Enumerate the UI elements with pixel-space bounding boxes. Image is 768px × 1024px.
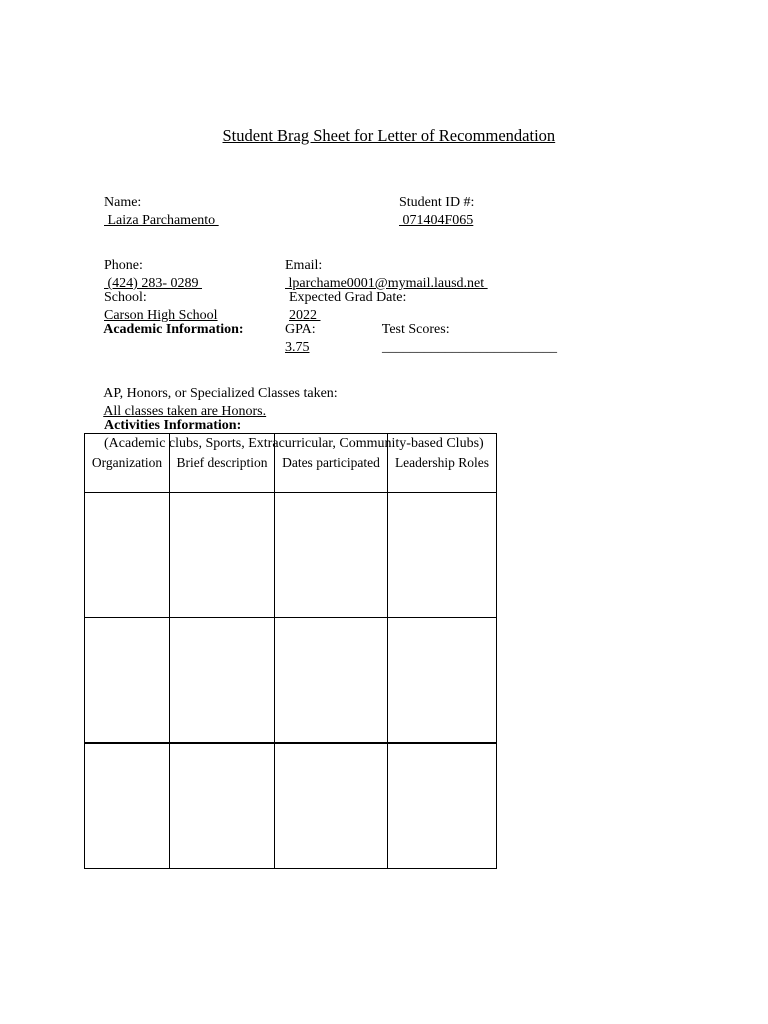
table-cell-leadership-roles[interactable] [388, 493, 497, 618]
table-cell-brief-description[interactable] [170, 493, 275, 618]
document-title [206, 109, 555, 163]
name-value: Laiza Parchamento [104, 213, 219, 228]
phone-value: (424) 283- 0289 [104, 276, 202, 291]
academic-information-text: Academic Information: [103, 322, 244, 337]
document-title-text: Student Brag Sheet for Letter of Recommendation [222, 126, 556, 145]
table-cell-dates-participated[interactable] [275, 493, 388, 618]
student-id-value: 071404F065 [399, 213, 474, 228]
activities-label: Activities Information: [104, 418, 242, 433]
email-value: lparchame0001@mymail.lausd.net [285, 276, 488, 291]
header-leadership-roles: Leadership Roles [388, 434, 497, 493]
table-row [85, 743, 497, 869]
gpa-value: 3.75 [285, 340, 310, 355]
table-row [85, 493, 497, 618]
ap-classes-value: All classes taken are Honors. [103, 404, 267, 419]
academic-information-label [90, 303, 244, 357]
student-id-label: Student ID #: [399, 195, 475, 210]
test-scores-label: Test Scores: [381, 322, 450, 337]
test-scores-row [368, 303, 557, 375]
gpa-label: GPA: [285, 322, 316, 337]
gpa-row [271, 303, 316, 375]
grad-date-label: Expected Grad Date: [289, 290, 407, 305]
table-header-row [85, 434, 497, 493]
table-row [85, 618, 497, 744]
table-cell-organization[interactable] [85, 618, 170, 744]
table-cell-leadership-roles[interactable] [388, 743, 497, 869]
table-cell-brief-description[interactable] [170, 743, 275, 869]
table-cell-dates-participated[interactable] [275, 743, 388, 869]
table-cell-organization[interactable] [85, 743, 170, 869]
ap-classes-label: AP, Honors, or Specialized Classes taken: [103, 386, 338, 401]
table-cell-leadership-roles[interactable] [388, 618, 497, 744]
activities-table [84, 433, 497, 869]
table-cell-organization[interactable] [85, 493, 170, 618]
header-organization: Organization [85, 434, 170, 493]
table-cell-dates-participated[interactable] [275, 618, 388, 744]
school-value: Carson High School [104, 308, 218, 323]
header-brief-description: Brief description [170, 434, 275, 493]
name-row [90, 176, 219, 248]
header-dates-participated: Dates participated [275, 434, 388, 493]
activities-note: (Academic clubs, Sports, Extracurricular, Community-based Clubs) [104, 436, 484, 451]
email-label: Email: [285, 258, 323, 273]
student-id-row [385, 176, 474, 248]
phone-label: Phone: [104, 258, 143, 273]
grad-date-value: 2022 [289, 308, 321, 323]
name-label: Name: [104, 195, 142, 210]
test-scores-blank: _________________________ [382, 340, 557, 355]
table-cell-brief-description[interactable] [170, 618, 275, 744]
school-label: School: [104, 290, 147, 305]
